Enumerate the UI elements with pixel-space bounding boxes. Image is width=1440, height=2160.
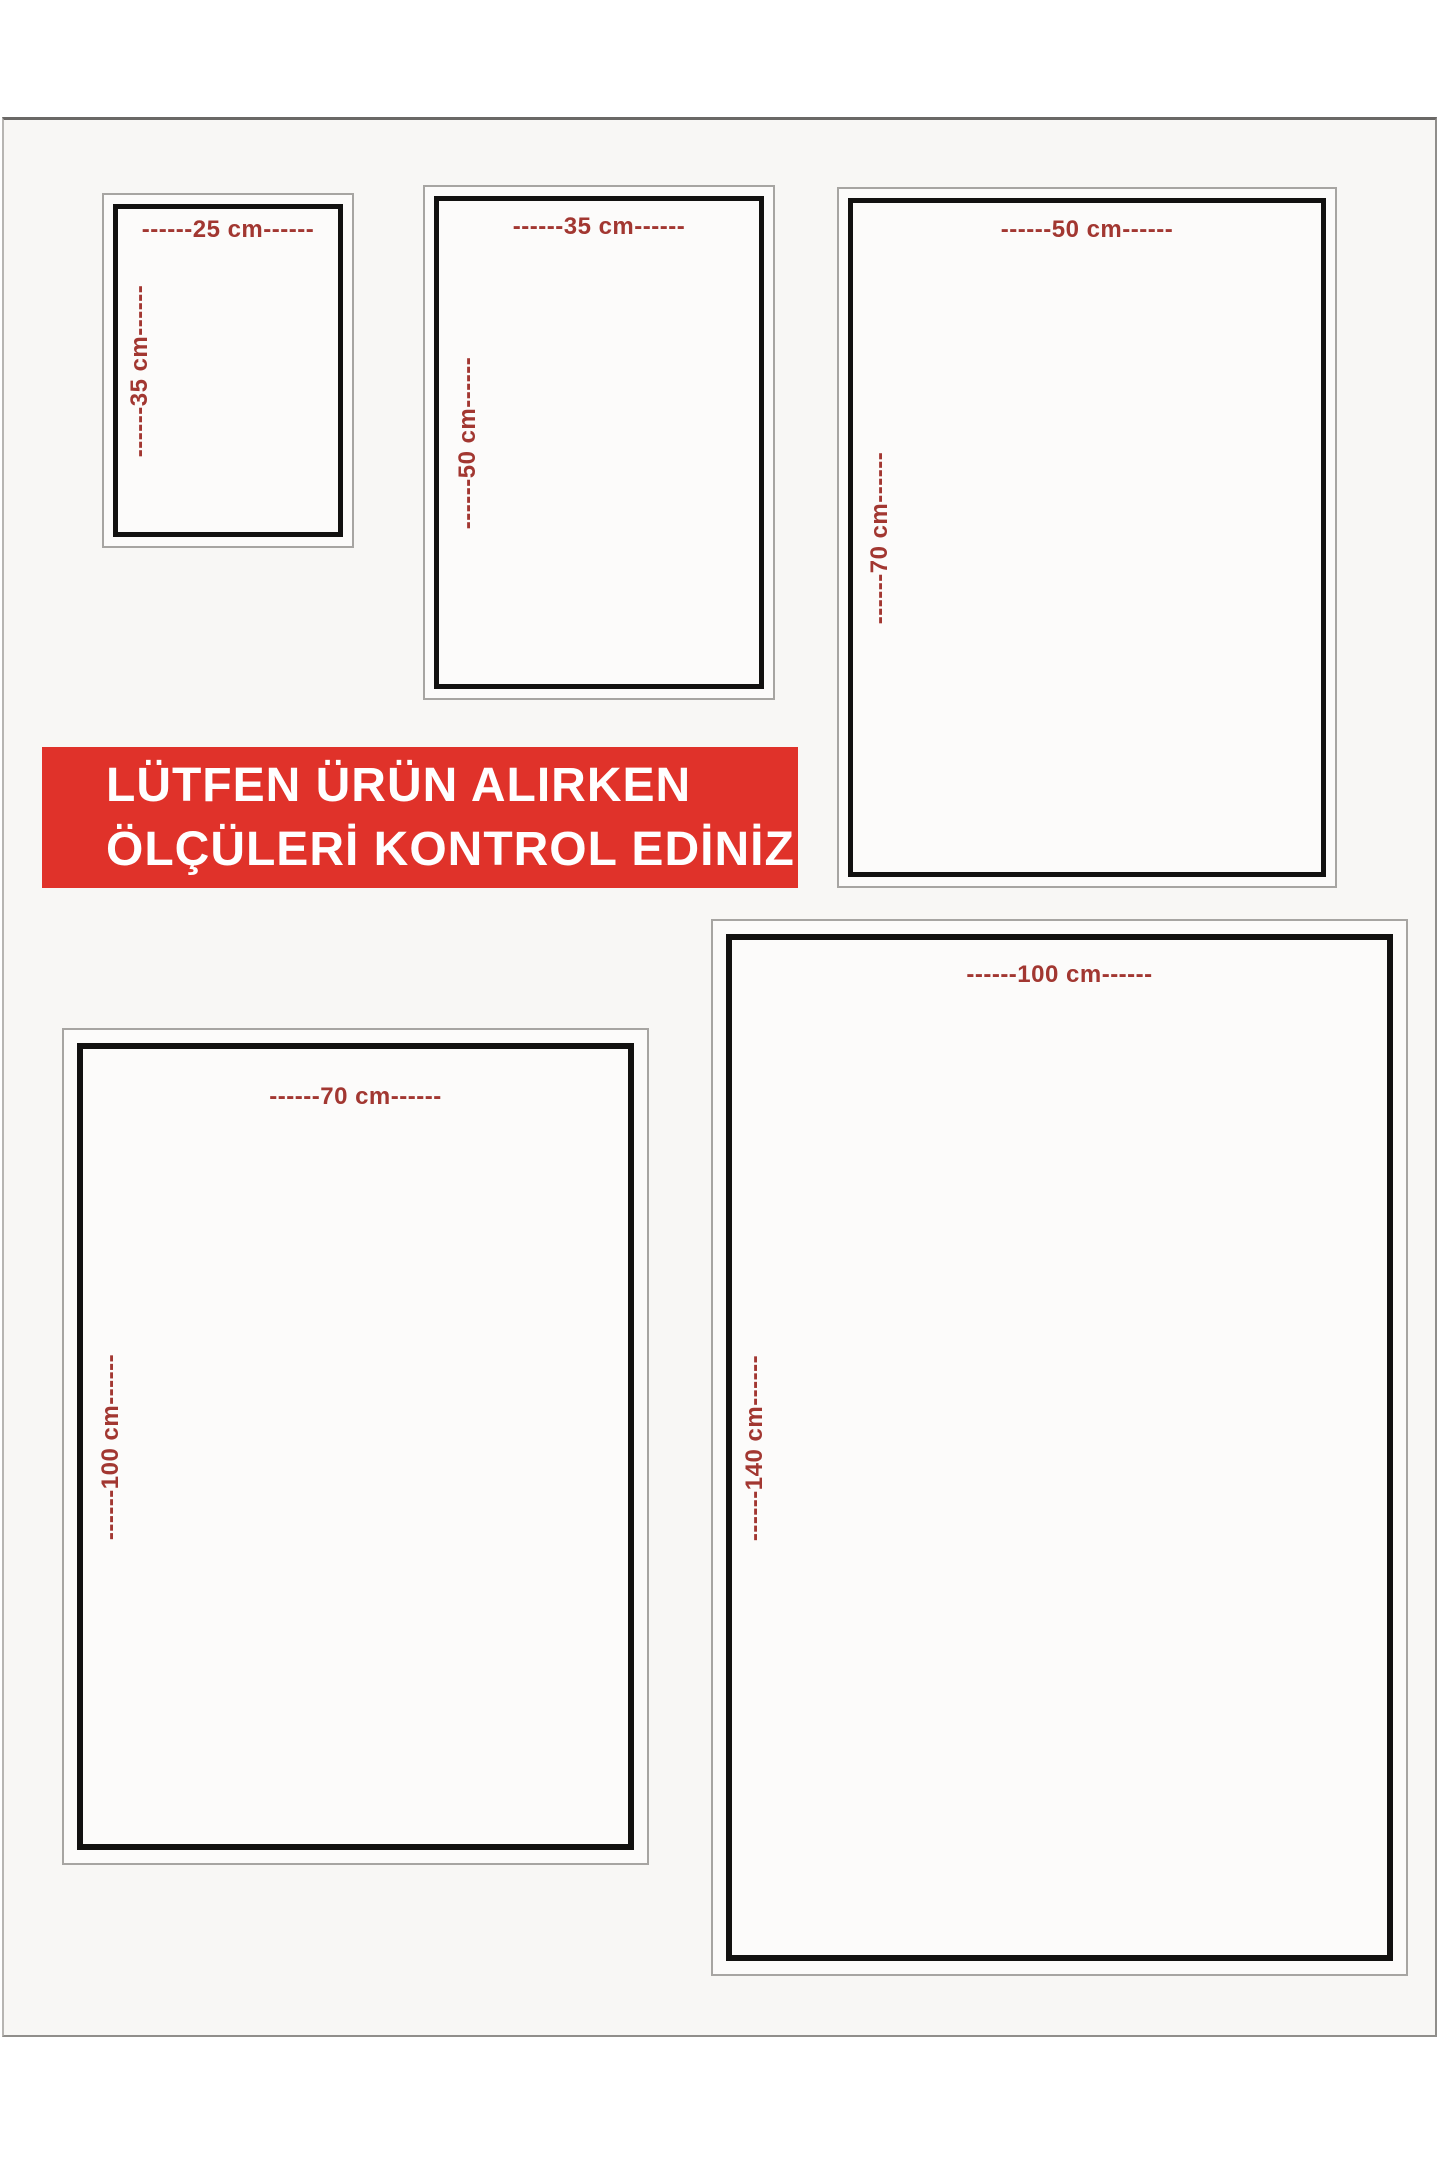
size-box-50x70-inner-border [848, 198, 1326, 877]
width-dimension-label-70cm: ------70 cm------ [269, 1083, 442, 1110]
size-box-70x100-inner-border [77, 1043, 634, 1850]
size-box-35x50-inner-border [434, 196, 764, 689]
height-dimension-label-70cm: ------70 cm------ [866, 451, 893, 624]
width-dimension-label-50cm: ------50 cm------ [1000, 216, 1174, 243]
warning-banner [42, 747, 798, 888]
size-box-25x35 [102, 193, 354, 548]
size-box-70x100 [62, 1028, 649, 1865]
warning-banner-line1: LÜTFEN ÜRÜN ALIRKEN [106, 758, 692, 812]
height-dimension-label-100cm: ------100 cm------ [97, 1353, 124, 1540]
warning-banner-line2: ÖLÇÜLERİ KONTROL EDİNİZ [106, 822, 795, 876]
size-box-35x50 [423, 185, 775, 700]
size-box-50x70 [837, 187, 1337, 888]
size-box-100x140-inner-border [726, 934, 1393, 1961]
height-dimension-label-140cm: ------140 cm------ [741, 1354, 768, 1541]
width-dimension-label-25cm: ------25 cm------ [141, 216, 315, 243]
width-dimension-label-35cm: ------35 cm------ [512, 213, 686, 240]
width-dimension-label-100cm: ------100 cm------ [966, 961, 1153, 988]
height-dimension-label-50cm: ------50 cm------ [454, 356, 481, 529]
size-box-100x140 [711, 919, 1408, 1976]
height-dimension-label-35cm: ------35 cm------ [126, 284, 153, 457]
